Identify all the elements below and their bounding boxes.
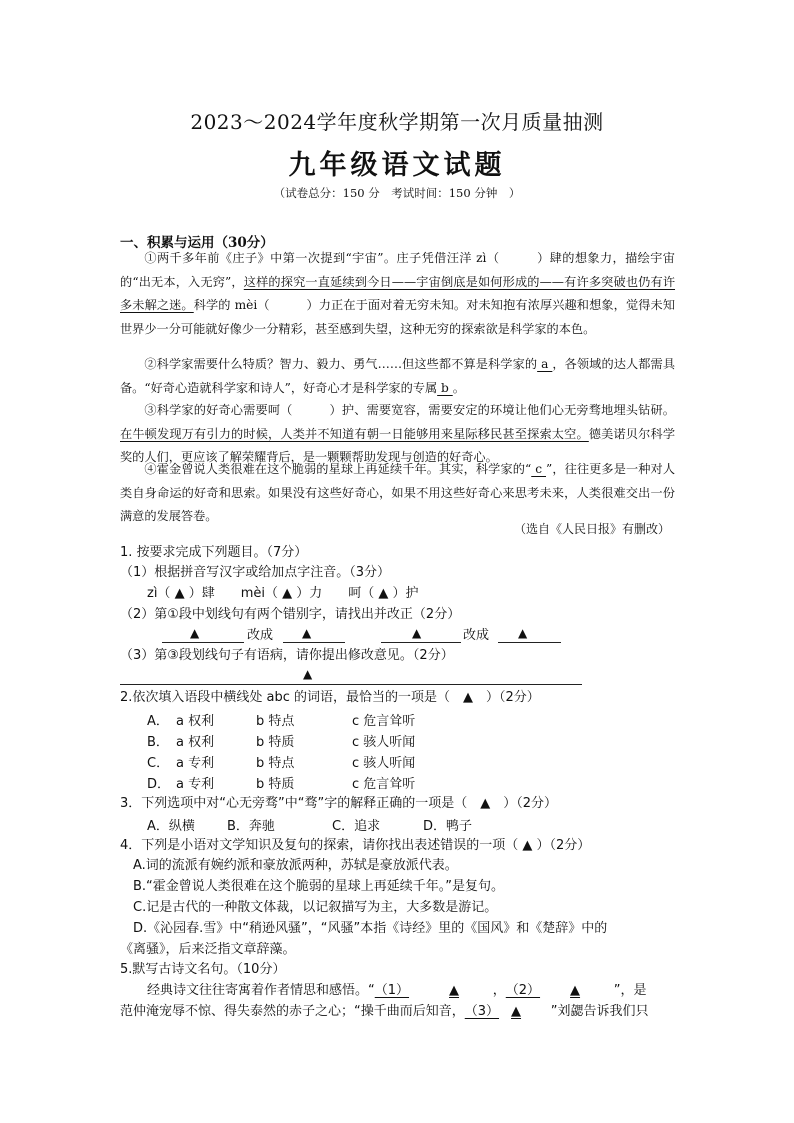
q2-option-c-1: a 专利	[176, 756, 215, 771]
q2-option-c-3: c 骇人听闻	[352, 756, 416, 771]
q5-text-1b: ，	[492, 983, 506, 998]
q2-option-c-2: b 特点	[256, 756, 295, 771]
q4-option-d: D.《沁园春.雪》中“稍逊风骚”，“风骚”本指《诗经》里的《国风》和《楚辞》中的	[133, 921, 608, 936]
p1-text-b: 科学的 mèi（ ）力正在于面对着无穷未知。对未知抱有浓厚兴趣和想象，觉得未知世界少一分可能就好像少一分精彩，甚至感到失望，这种无穷的探索欲是科学家的本色。	[120, 298, 676, 336]
exam-title: 2023～2024学年度秋学期第一次月质量抽测	[190, 110, 604, 134]
q2-option-a-1: a 权利	[176, 714, 215, 729]
answer-marker: ▲	[570, 983, 581, 998]
p3-underlined-sentence: 在牛顿发现万有引力的时候，人类并不知道有朝一日能够用来星际移民甚至探索太空。	[120, 426, 589, 441]
answer-marker: ▲	[511, 1004, 522, 1019]
question-3: 3．下列选项中对“心无旁骛”中“骛”字的解释正确的一项是（ ▲ ）（2分）	[120, 796, 557, 811]
blank-c: c	[531, 462, 546, 476]
p1-text-a: ①两千多年前《庄子》中第一次提到“宇宙”。庄子凭借汪洋 zì（ ）肆的想象力，描绘宇宙的“出无本，入无窍”，	[120, 251, 675, 289]
answer-marker: ▲	[518, 626, 528, 640]
q2-option-b-3: c 骇人听闻	[352, 735, 416, 750]
answer-marker: ▲	[302, 626, 312, 640]
answer-line[interactable]	[120, 684, 582, 685]
q3-option-c: C．追求	[332, 819, 381, 834]
q5-blank-1-label: （1）	[374, 983, 410, 998]
passage-paragraph-4	[120, 458, 675, 529]
question-1-2: （2）第①段中划线句有两个错别字，请找出并改正（2分）	[120, 607, 461, 622]
answer-marker: ▲	[190, 626, 200, 640]
answer-line[interactable]	[283, 642, 345, 643]
q2-option-b-2: b 特质	[256, 735, 295, 750]
exam-subtitle: 九年级语文试题	[288, 150, 506, 181]
q4-option-b: B.“霍金曾说人类很难在这个脆弱的星球上再延续千年。”是复句。	[133, 879, 505, 894]
q2-option-c-letter: C．	[147, 756, 170, 771]
passage-paragraph-2	[120, 353, 675, 400]
question-1: 1. 按要求完成下列题目。（7分）	[120, 545, 308, 560]
q5-line-1	[147, 981, 707, 1001]
question-2: 2.依次填入语段中横线处 abc 的词语，最恰当的一项是（ ▲ ）（2分）	[120, 690, 540, 705]
q2-option-a-letter: A．	[147, 714, 169, 729]
answer-line[interactable]	[498, 642, 561, 643]
p2-text-a: ②科学家需要什么特质？智力、毅力、勇气……但这些都不算是科学家的	[144, 357, 538, 371]
passage-source: （选自《人民日报》有删改）	[513, 522, 670, 536]
section-heading: 一、积累与运用（30分）	[120, 235, 274, 251]
q2-option-b-letter: B．	[147, 735, 169, 750]
p4-text-a: ④霍金曾说人类很难在这个脆弱的星球上再延续千年。其实，科学家的“	[144, 462, 532, 476]
q5-blank-2[interactable]	[506, 981, 614, 1001]
p3-text-b: 德美诺贝尔科学奖的人们，更应该了解荣耀背后，是一颗颗帮助发现与创造的好奇心。	[120, 426, 676, 464]
blank-b: b	[437, 380, 453, 395]
p4-text-b: ”，往往更多是一种对人类自身命运的好奇和思索。如果没有这些好奇心，如果不用这些好奇心来思考未来，人类很难交出一份满意的发展答卷。	[120, 462, 676, 523]
q2-option-a-2: b 特点	[256, 714, 295, 729]
question-1-1-items: zì（ ▲ ）肆 mèi（ ▲ ）力 呵（ ▲ ）护	[147, 586, 419, 601]
blank-a: a	[537, 357, 553, 371]
p2-text-c: 。	[452, 380, 465, 395]
q5-line-2	[120, 1002, 680, 1022]
q5-text-2a: 范仲淹宠辱不惊、得失泰然的赤子之心；“操千曲而后知音，	[120, 1004, 465, 1019]
q4-option-d-cont: 《离骚》，后来泛指文章辞藻。	[120, 942, 296, 957]
p3-text-a: ③科学家的好奇心需要呵（ ）护、需要宽容，需要安定的环境让他们心无旁骛地埋头钻研。	[144, 403, 675, 417]
q5-text-1a: 经典诗文往往寄寓着作者情思和感悟。“	[147, 983, 375, 998]
q2-option-b-1: a 权利	[176, 735, 215, 750]
answer-line[interactable]	[381, 642, 461, 643]
q5-blank-3[interactable]	[465, 1002, 551, 1022]
q2-option-d-1: a 专利	[176, 777, 215, 792]
q5-blank-3-label: （3）	[464, 1004, 500, 1019]
p1-underlined-sentence: 这样的探究一直延续到今日——宇宙倒底是如何形成的——有许多突破也仍有许多未解之迷。	[120, 274, 676, 312]
question-1-1: （1）根据拼音写汉字或给加点字注音。（3分）	[120, 565, 391, 580]
question-1-3: （3）第③段划线句子有语病，请你提出修改意见。（2分）	[120, 648, 454, 663]
q5-blank-1[interactable]	[375, 981, 493, 1001]
question-4: 4．下列是小语对文学知识及复句的探索，请你找出表述错误的一项（ ▲ ）（2分）	[120, 838, 591, 853]
q4-option-a: A.词的流派有婉约派和豪放派两种，苏轼是豪放派代表。	[133, 858, 458, 873]
q5-text-2b: ”刘勰告诉我们只	[550, 1004, 649, 1019]
fix-label-1: 改成	[247, 628, 274, 643]
answer-marker: ▲	[412, 626, 422, 640]
q3-option-d: D．鸭子	[423, 819, 473, 834]
q2-option-d-letter: D．	[147, 777, 171, 792]
passage-paragraph-1	[120, 247, 675, 341]
q3-option-a: A．纵横	[147, 819, 195, 834]
q3-option-b: B．奔驰	[227, 819, 275, 834]
p2-text-b: ，各领域的达人都需具备。“好奇心造就科学家和诗人”，好奇心才是科学家的专属	[120, 357, 676, 395]
q5-text-1c: ”，是	[613, 983, 647, 998]
q5-blank-2-label: （2）	[505, 983, 541, 998]
answer-line[interactable]	[162, 642, 244, 643]
exam-meta: （试卷总分：150 分 考试时间：150 分钟 ）	[273, 186, 521, 200]
q2-option-d-3: c 危言耸听	[352, 777, 416, 792]
q4-option-c: C.记是古代的一种散文体裁，以记叙描写为主，大多数是游记。	[133, 900, 498, 915]
fix-label-2: 改成	[463, 628, 490, 643]
answer-marker: ▲	[303, 667, 313, 681]
q2-option-d-2: b 特质	[256, 777, 295, 792]
question-5: 5.默写古诗文名句。（10分）	[120, 962, 286, 977]
q2-option-a-3: c 危言耸听	[352, 714, 416, 729]
answer-marker: ▲	[449, 983, 460, 998]
